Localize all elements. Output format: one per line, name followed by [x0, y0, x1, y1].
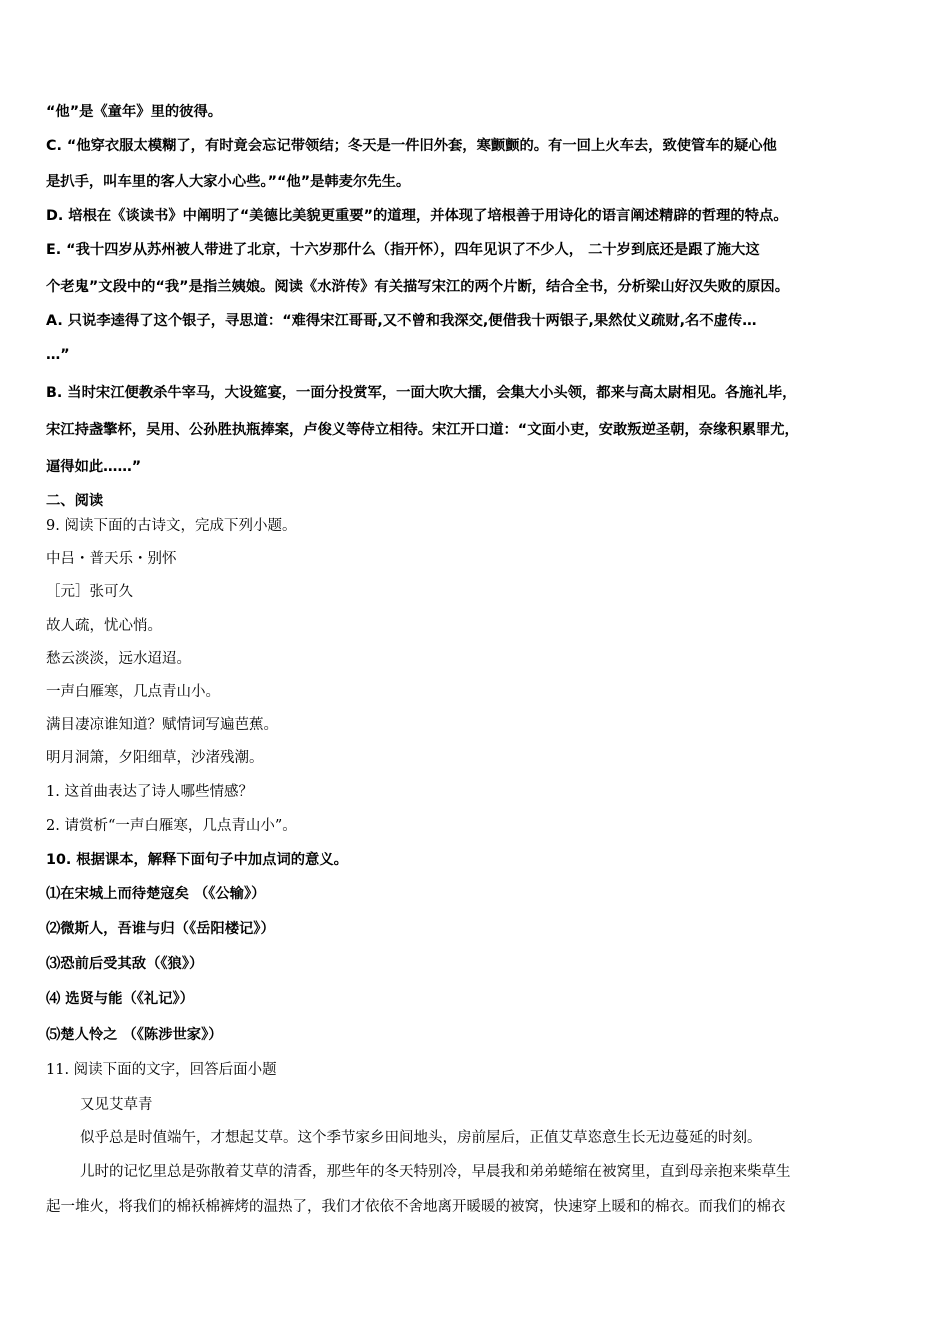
sub-question: ⑸楚人怜之 （《陈涉世家》）	[46, 1027, 223, 1043]
text-line: 逼得如此……”	[46, 459, 142, 475]
section-heading: 二、阅读	[46, 493, 104, 509]
poem-line: 愁云淡淡，远水迢迢。	[46, 651, 191, 667]
question-9: 9. 阅读下面的古诗文，完成下列小题。	[46, 518, 297, 534]
text-line: D. 培根在《谈读书》中阐明了“美德比美貌更重要”的道理，并体现了培根善于用诗化的语言阐述精辟的哲理的特点。	[46, 208, 788, 224]
sub-question: ⑵微斯人，吾谁与归（《岳阳楼记》）	[46, 921, 275, 937]
text-line: A. 只说李逵得了这个银子，寻思道：“难得宋江哥哥,又不曾和我深交,便借我十两银子,果然仗义疏财,名不虚传…	[46, 313, 757, 329]
sub-question: ⑶恐前后受其敌（《狼》）	[46, 956, 204, 972]
sub-question: 1. 这首曲表达了诗人哪些情感？	[46, 784, 253, 800]
text-line: …”	[46, 347, 70, 363]
poem-title: 中吕・普天乐・别怀	[46, 551, 177, 567]
poem-author: ［元］张可久	[46, 584, 133, 600]
text-line: 个老鬼”文段中的“我”是指兰姨娘。阅读《水浒传》有关描写宋江的两个片断，结合全书，分析梁山好汉失败的原因。	[46, 279, 790, 295]
poem-line: 明月洞箫，夕阳细草，沙渚残潮。	[46, 750, 264, 766]
poem-line: 满目凄凉谁知道？赋情词写遍芭蕉。	[46, 717, 278, 733]
sub-question: 2. 请赏析“一声白雁寒，几点青山小”。	[46, 818, 297, 834]
article-paragraph: 儿时的记忆里总是弥散着艾草的清香，那些年的冬天特别冷，早晨我和弟弟蜷缩在被窝里，直到母亲抱来柴草生	[80, 1164, 791, 1180]
article-paragraph: 似乎总是时值端午，才想起艾草。这个季节家乡田间地头，房前屋后，正值艾草恣意生长无边蔓延的时刻。	[80, 1130, 762, 1146]
question-11: 11. 阅读下面的文字，回答后面小题	[46, 1062, 277, 1078]
question-10: 10. 根据课本，解释下面句子中加点词的意义。	[46, 852, 348, 868]
poem-line: 故人疏，忧心悄。	[46, 618, 162, 634]
article-paragraph: 起一堆火，将我们的棉袄棉裤烤的温热了，我们才依依不舍地离开暖暖的被窝，快速穿上暖和的棉衣。而我们的棉衣	[46, 1199, 786, 1215]
text-line: B. 当时宋江便教杀牛宰马，大设筵宴，一面分投赏军，一面大吹大擂，会集大小头领，都来与高太尉相见。各施礼毕，	[46, 385, 797, 401]
poem-line: 一声白雁寒，几点青山小。	[46, 684, 220, 700]
text-line: 是扒手，叫车里的客人大家小心些。”“他”是韩麦尔先生。	[46, 174, 411, 190]
text-line: C. “他穿衣服太模糊了，有时竟会忘记带领结；冬天是一件旧外套，寒颤颤的。有一回上火车去，致使管车的疑心他	[46, 138, 777, 154]
sub-question: ⑷ 选贤与能（《礼记》）	[46, 991, 194, 1007]
sub-question: ⑴在宋城上而待楚寇矣 （《公输》）	[46, 886, 266, 902]
text-line: “他”是《童年》里的彼得。	[46, 104, 223, 120]
text-line: 宋江持盏擎杯，吴用、公孙胜执瓶捧案，卢俊义等侍立相待。宋江开口道：“文面小吏，安敢叛逆圣朝，奈缘积累罪尤，	[46, 422, 799, 438]
text-line: E. “我十四岁从苏州被人带进了北京，十六岁那什么（指开怀），四年见识了不少人， 二十岁到底还是跟了施大这	[46, 242, 760, 258]
article-title: 又见艾草青	[80, 1097, 153, 1113]
